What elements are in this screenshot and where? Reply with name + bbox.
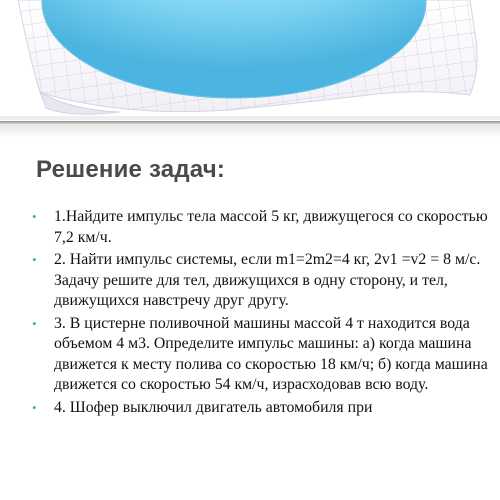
slide-title: Решение задач: <box>36 156 226 183</box>
bullet-icon: • <box>32 252 37 267</box>
grid-paper-sphere-illustration <box>0 0 500 122</box>
header-decoration <box>0 0 500 122</box>
bullet-icon: • <box>32 315 37 331</box>
task-text-1: 1.Найдите импульс тела массой 5 кг, движущегося со скоростью 7,2 км/ч. <box>54 208 488 246</box>
task-text-4: 4. Шофер выключил двигатель автомобиля при <box>54 398 373 416</box>
bullet-icon: • <box>32 209 37 224</box>
task-text-3: 3. В цистерне поливочной машины массой 4 т находится вода объемом 4 м3. Определите импульс машины: а) когда машина движется к месту полива со скоростью 18 км/ч; б) когда машина движется со скоростью 54 км/ч, израсходовав всю воду. <box>54 314 488 393</box>
task-item-2 <box>32 250 492 312</box>
divider-shadow <box>0 124 500 138</box>
task-item-1 <box>32 207 492 248</box>
task-item-3 <box>32 314 492 396</box>
bullet-icon: • <box>32 399 37 415</box>
task-list <box>32 207 492 420</box>
task-text-2: 2. Найти импульс системы, если m1=2m2=4 кг, 2v1 =v2 = 8 м/с. Задачу решите для тел, движущихся в одну сторону, и тел, движущихся навстречу друг другу. <box>54 251 481 309</box>
task-item-4 <box>32 398 492 419</box>
